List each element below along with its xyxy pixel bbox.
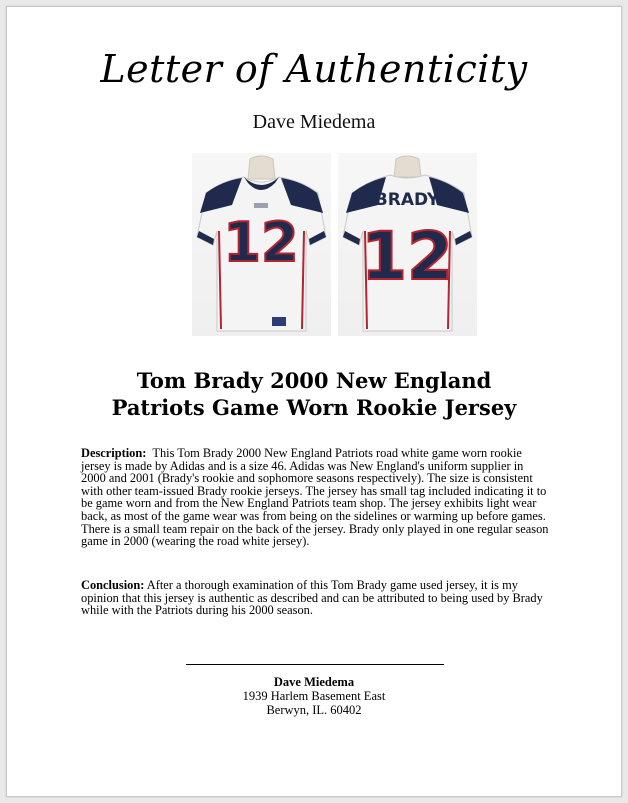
front-jersey-number: 12	[223, 211, 299, 274]
conclusion-text: After a thorough examination of this Tom Brady game used jersey, it is my opinion that this jersey is authentic as described and can be attributed to being used by Brady while with the Patriots during his 2000 season.	[81, 578, 543, 618]
item-title-line-1: Tom Brady 2000 New England	[136, 368, 492, 393]
signer-name: Dave Miedema	[273, 675, 355, 689]
back-jersey-name: BRADY	[374, 190, 440, 210]
signature-line	[186, 664, 444, 665]
jersey-front-photo	[192, 153, 331, 336]
signer-street: 1939 Harlem Basement East	[242, 689, 386, 703]
jersey-back-photo	[338, 153, 477, 336]
letter-title: Letter of Authenticity	[100, 47, 528, 91]
item-title-line-2: Patriots Game Worn Rookie Jersey	[111, 395, 517, 420]
author-name: Dave Miedema	[252, 111, 376, 133]
letter-page	[6, 6, 622, 797]
description-label: Description:	[81, 446, 147, 460]
description-paragraph	[81, 447, 551, 548]
description-text: This Tom Brady 2000 New England Patriots road white game worn rookie jersey is made by Adidas and is a size 46. Adidas was New England's uniform supplier in 2000 and 2001 (Brady's rookie and sophomore seasons respectively). The size is consistent with other team-issued Brady rookie jerseys. The jersey has small tag included indicating it to be game worn and from the New England Patriots team shop. The jersey exhibits light wear back, as most of the game wear was from being on the sidelines or warming up before games. There is a small team repair on the back of the jersey. Brady only played in one regular season game in 2000 (wearing the road white jersey).	[81, 446, 549, 549]
back-jersey-number: 12	[361, 218, 453, 295]
signer-city: Berwyn, IL. 60402	[266, 703, 362, 717]
conclusion-label: Conclusion:	[81, 578, 145, 592]
item-title	[7, 367, 621, 421]
conclusion-paragraph	[81, 579, 551, 617]
